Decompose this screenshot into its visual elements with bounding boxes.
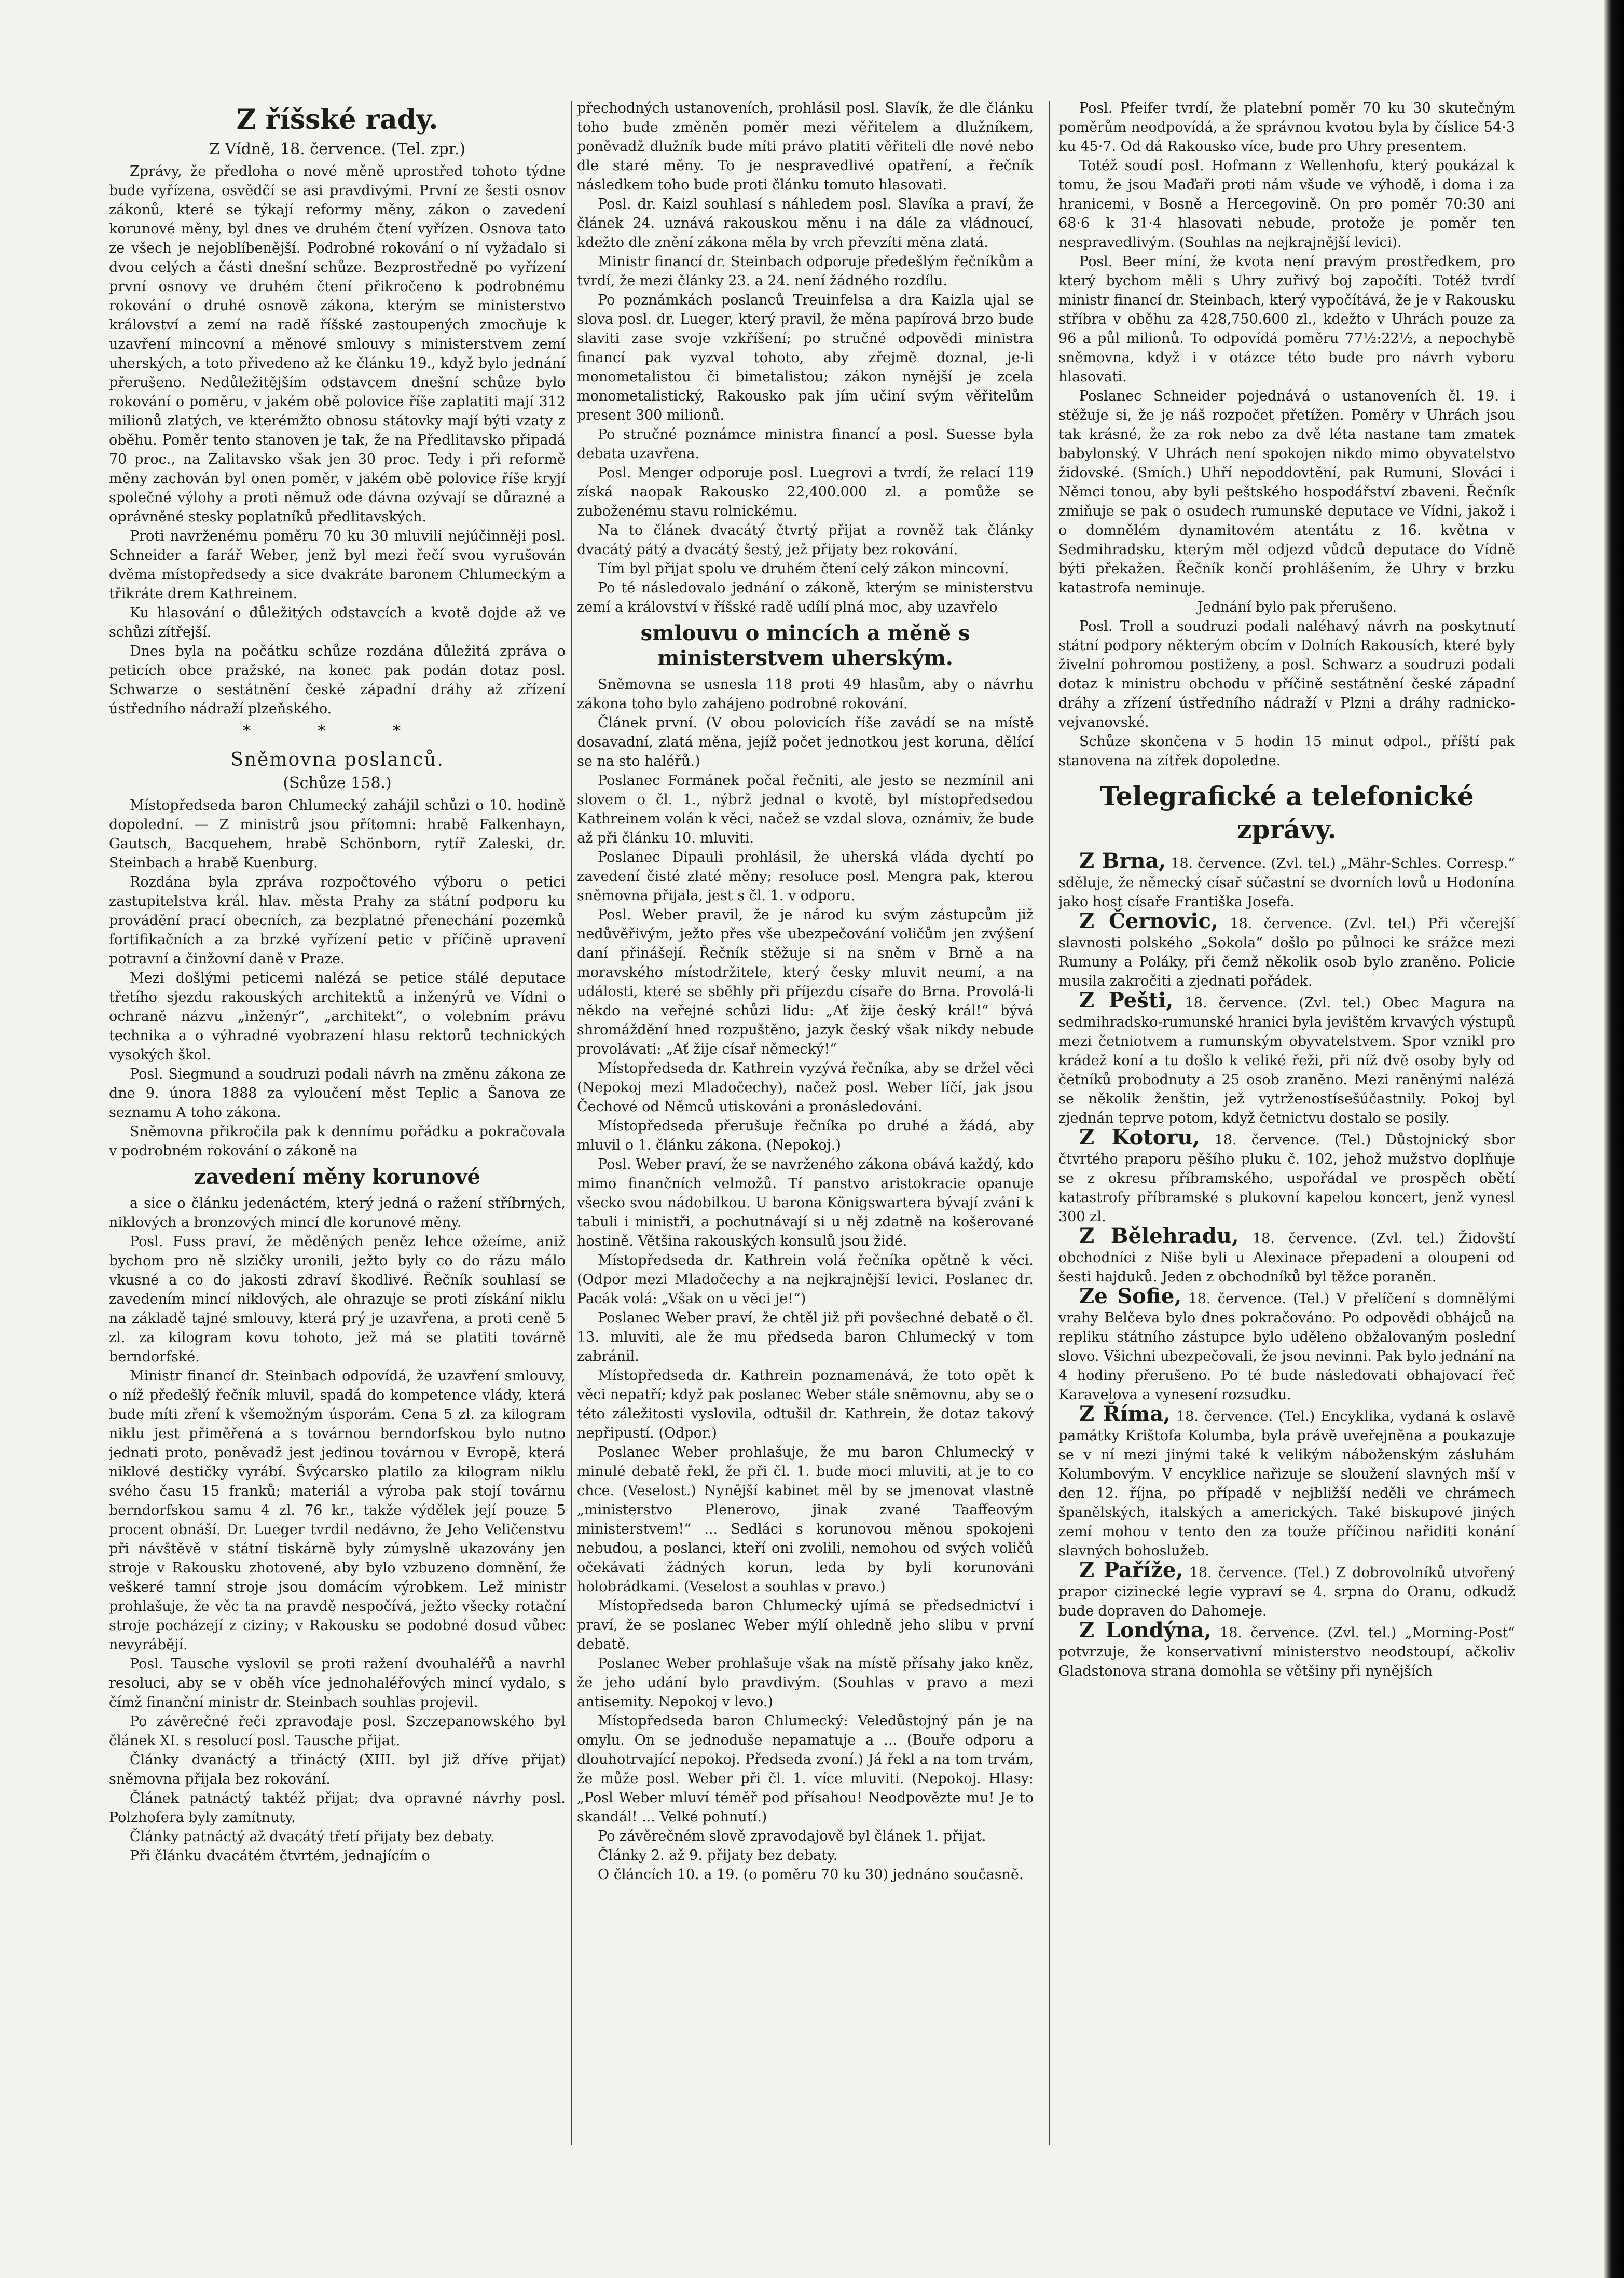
- paragraph: Po stručné poznámce ministra financí a posl. Suesse byla debata uzavřena.: [577, 426, 1034, 462]
- telegram-city: Ze Sofie,: [1079, 1284, 1182, 1308]
- paragraph: Posl. Pfeifer tvrdí, že platební poměr 70 ku 30 skutečným poměrům neodpovídá, a že správnou kvotou byla by číslice 54·3 ku 45·7. Od dá Rakousko více, bude pro Uhry presentem.: [1058, 100, 1515, 155]
- column-1: [109, 99, 566, 1866]
- paragraph: Poslanec Formánek počal řečniti, ale jesto se nezmínil ani slovem o čl. 1., nýbrž jednal o kvotě, byl místopředsedou Kathreinem volán k věci, načež se vzdal slova, oznámiv, že bude až při článku 10. mluviti.: [577, 772, 1034, 846]
- paragraph: Mezi došlými peticemi nalézá se petice stálé deputace třetího sjezdu rakouských architektů a inženýrů ve Vídni o ochraně názvu „inženýr“, „architekt“, o volebním právu technika a o výhradné vyobrazení hlasu rektorů technických vysokých škol.: [109, 970, 566, 1063]
- telegram-text: 18. července. (Zvl. tel.) „Mähr-Schles. Corresp.“ sděluje, že německý císař súčastní se dvorních lovů u Hodonína jako host císaře Františka Josefa.: [1058, 855, 1515, 910]
- telegram-text: 18. července. (Zvl. tel.) Židovští obchodníci z Niše byli u Alexinace přepadeni a oloupeni od šesti hajduků. Jeden z obchodníků byl těžce poraněn.: [1058, 1231, 1515, 1285]
- telegram-text: 18. července. (Tel.) Encyklika, vydaná k oslavě památky Krištofa Kolumba, byla právě uveřejněna a poukazuje se v ní mezi jinými také k velikým náboženským zásluhám Kolumbovým. V encyklice nařizuje se sloužení slavných mší v den 12. října, po případě v nejbližší neděli ve chrámech španělských, italských a amerických. Také biskupové jiných zemí mohou v tento den za touže příčinou nařiditi konání slavných bohoslužeb.: [1058, 1409, 1515, 1559]
- paragraph: Schůze skončena v 5 hodin 15 minut odpol., příští pak stanovena na zítřek dopoledne.: [1058, 734, 1515, 769]
- telegram: [1058, 851, 1515, 912]
- column-rule: [571, 101, 572, 2145]
- paragraph: Ministr financí dr. Steinbach odpovídá, že uzavření smlouvy, o níž předešlý řečník mluvil, spadá do kompetence vlády, která bude míti zření k všemožným úsporám. Cena 5 zl. za kilogram niklu jest přiměřená a s továrnou berndorfskou bylo nutno jednati proto, poněvadž jest jedinou továrnou v Evropě, která niklové destičky vyrábí. Švýcarsko platilo za kilogram niklu svého času 15 franků; materiál a výroba pak stojí továrnu berndorfskou samu 4 zl. 76 kr., takže výdělek její pouze 5 procent obnáší. Dr. Lueger tvrdil nedávno, že Jeho Veličenstvu při návštěvě v státní tiskárně byly zúmyslně ukazovány jen stroje v Rakousku zhotovené, aby bylo vzbuzeno domnění, že veškeré tamní stroje jsou domácím výrobkem. Lež ministr prohlašuje, že věc ta na pravdě nespočívá, ježto všecky rotační stroje pocházejí z ciziny; v Rakousku se podobné dosud vůbec nevyrábějí.: [109, 1368, 566, 1653]
- column-3: [1058, 99, 1515, 1681]
- paragraph: Posl. Weber pravil, že je národ ku svým zástupcům již nedůvěřivým, ježto přes vše ubezpečování voličům jen zvýšení daní přinášejí. Řečník stěžuje si na sněm v Brně a na moravského místodržitele, který česky mluvit neumí, a na události, které se sběhly při příjezdu císaře do Brna. Provolá-li někdo na veřejné schůzi lidu: „Ať žije český král!“ bývá shromáždění hned rozpuštěno, jazyk český však nikdy nebude provolávati: „Ať žije císař německý!“: [577, 907, 1034, 1057]
- paragraph: Poslanec Schneider pojednává o ustanoveních čl. 19. i stěžuje si, že je náš rozpočet přetížen. Poměry v Uhrách jsou tak krásné, že za rok nebo za dvě léta nastane tam zmatek babylonský. V Uhrách není spokojen nikdo mimo obyvatelstvo židovské. (Smích.) Uhří nepoddovtění, pak Rumuni, Slováci i Němci tonou, aby byli peštského hospodářství zbaveni. Řečník zmiňuje se pak o osudech rumunské deputace ve Vídni, jakož i o domnělém dynamitovém atentátu z 16. května v Sedmihradsku, kterým měl odjezd vůdců deputace do Vídně býti překažen. Řečník končí prohlášením, že Uhry v brzku katastrofa neminuje.: [1058, 388, 1515, 596]
- column-2: [577, 99, 1034, 1884]
- telegram-text: 18. července. (Zvl. tel.) „Morning-Post“ potvrzuje, že konservativní ministerstvo neodstoupí, ačkoliv Gladstonova strana domohla se většiny při nynějších: [1058, 1625, 1515, 1679]
- paragraph: Po poznámkách poslanců Treuinfelsa a dra Kaizla ujal se slova posl. dr. Lueger, který pravil, že měna papírová brzo bude slaviti zase svoje vzkříšení; po stručné odpovědi ministra financí pak vyzval tohoto, aby zřejmě doznal, je-li monometalistou či bimetalistou; zákon nynější je zcela monometalistický, Rakousko pak jím učiní svým věřitelům present 300 milionů.: [577, 292, 1034, 423]
- paragraph: Jednání bylo pak přerušeno.: [1197, 599, 1397, 615]
- telegram-text: 18. července. (Zvl. tel.) Při včerejší slavnosti polského „Sokola“ došlo po půlnoci ke srážce mezi Rumuny a Poláky, při čemž několik osob bylo zraněno. Policie musila zakročiti a zjednati pořádek.: [1058, 916, 1515, 989]
- telegram: [1058, 1618, 1515, 1681]
- paragraph: Po závěrečném slově zpravodajově byl článek 1. přijat.: [598, 1828, 986, 1844]
- paragraph: Na to článek dvacátý čtvrtý přijat a rovněž tak články dvacátý pátý a dvacátý šestý, jež přijaty bez rokování.: [577, 522, 1034, 558]
- telegram-city: Z Pešti,: [1079, 988, 1174, 1013]
- paragraph: Posl. Fuss praví, že měděných peněz lehce ožeíme, aniž bychom pro ně slzičky uronili, ježto byly co do rázu málo vkusné a co do jakosti zdraví škodlivé. Řečník souhlasí se zavedením mincí niklových, ale ohrazuje se proti získání niklu na základě tajné smlouvy, která prý je uzavřena, a proti ceně 5 zl. za kilogram kovu tohoto, jež má se platiti továrně berndorfské.: [109, 1234, 566, 1365]
- paragraph: Ku hlasování o důležitých odstavcích a kvotě dojde až ve schůzi zítřejší.: [109, 605, 566, 640]
- telegram-text: 18. července. (Tel.) Z dobrovolníků utvořený prapor cizinecké legie vypraví se 4. srpna do Oranu, odkudž bude dopraven do Dahomeje.: [1058, 1565, 1515, 1619]
- paragraph: Zprávy, že předloha o nové měně uprostřed tohoto týdne bude vyřízena, osvědčí se asi pravdivými. První ze šesti osnov zákonů, které se týkají reformy měny, zákon o zavedení korunové měny, byl dnes ve druhém čtení vyřízen. Osnova tato ze všech je nejoblíbenější. Podrobné rokování o ní vyžadalo si dvou celých a části dnešní schůze. Bezprostředně po vyřízení první osnovy ve druhém čtení přikročeno k podrobnému rokování o druhé osnově zákona, kterým se ministerstvo království a zemí na radě říšské zastoupených zmocňuje k uzavření mincovní a měnové smlouvy s ministerstvem zemí uherských, a toto přivedeno až ke článku 19., když bylo jednání přerušeno. Nedůležitějším odstavcem dnešní schůze bylo rokování o poměru, v jakém obě polovice říše zaplatiti mají 312 milionů zlatých, ve kterémžto obnosu státovky mají býti vzaty z oběhu. Poměr tento stanoven je tak, že na Předlitavsko připadá 70 proc., na Zalitavsko však jen 30 proc. Tedy i při reformě měny zachován byl onen poměr, v jakém obě polovice říše kryjí společné výlohy a proti němuž ode dávna ozývají se důrazné a oprávněné stesky poplatníků předlitavských.: [109, 163, 566, 525]
- paragraph: Sněmovna přikročila pak k dennímu pořádku a pokračovala v podrobném rokování o zákoně na: [109, 1124, 566, 1159]
- paragraph: Místopředseda přerušuje řečníka po druhé a žádá, aby mluvil o 1. článku zákona. (Nepokoj.): [577, 1118, 1034, 1153]
- telegram: [1058, 1284, 1515, 1404]
- article-heading: Z říšské rady.: [236, 104, 438, 135]
- paragraph: Články 2. až 9. přijaty bez debaty.: [598, 1847, 838, 1863]
- paragraph: Posl. dr. Kaizl souhlasí s náhledem posl. Slavíka a praví, že článek 24. uznává rakouskou měnu i na dále za vládnoucí, kdežto dle znění zákona měla by vrch převzíti měna zlatá.: [577, 196, 1034, 251]
- paragraph: Článek první. (V obou polovicích říše zavádí se na místě dosavadní, zlatá měna, jejíž počet jednotkou jest koruna, dělící se na sto haléřů.): [577, 715, 1034, 769]
- paragraph: Po závěrečné řeči zpravodaje posl. Szczepanowského byl článek XI. s resolucí posl. Tausche přijat.: [109, 1714, 566, 1749]
- telegram-city: Z Brna,: [1079, 849, 1166, 873]
- session-number: (Schůze 158.): [283, 774, 392, 792]
- paragraph: Posl. Siegmund a soudruzi podali návrh na změnu zákona ze dne 9. února 1888 za vyloučení měst Teplic a Šanova ze seznamu A toho zákona.: [109, 1066, 566, 1121]
- paragraph: O článcích 10. a 19. (o poměru 70 ku 30) jednáno současně.: [598, 1867, 1024, 1883]
- paragraph: Sněmovna se usnesla 118 proti 49 hlasům, aby o návrhu zákona toho bylo zahájeno podrobné rokování.: [577, 677, 1034, 712]
- paragraph: Při článku dvacátém čtvrtém, jednajícím o: [130, 1848, 430, 1864]
- paragraph: Po té následovalo jednání o zákoně, kterým se ministerstvu zemí a království v říšské radě udílí plná moc, aby uzavřelo: [577, 580, 1034, 615]
- paragraph: Posl. Menger odporuje posl. Luegrovi a tvrdí, že relací 119 získá naopak Rakousko 22,400.000 zl. a pomůže se zuboženému stavu rolnickému.: [577, 465, 1034, 519]
- column-rule: [1049, 101, 1050, 2145]
- telegram: [1058, 909, 1515, 991]
- paragraph: Posl. Weber praví, že se navrženého zákona obává každý, kdo mimo finančních velmožů. Tí panstvo aristokracie opanuje všecko svou nádobilkou. U barona Königswartera bývají zváni k tabuli i ministři, a pochutnávají si u něj zdatně na košerované hostině. Většina rakouských konsulů jsou židé.: [577, 1156, 1034, 1249]
- paragraph: Místopředseda baron Chlumecký ujímá se předsednictví i praví, že se poslanec Weber mýlí ohledně jeho slibu v první debatě.: [577, 1598, 1034, 1652]
- paragraph: Článek patnáctý taktéž přijat; dva opravné návrhy posl. Polzhofera byly zamítnuty.: [109, 1790, 566, 1826]
- paragraph: Totéž soudí posl. Hofmann z Wellenhofu, který poukázal k tomu, že jsou Maďaři proti nám všude ve výhodě, i doma i za hranicemi, v Bosně a Hercegovině. On pro poměr 70:30 ani 68·6 k 31·4 hlasovati nebude, protože je poměr ten nespravedlivým. (Souhlas na nejkrajnější levici).: [1058, 158, 1515, 251]
- dateline: Z Vídně, 18. července. (Tel. zpr.): [209, 140, 465, 158]
- paragraph: Tím byl přijat spolu ve druhém čtení celý zákon mincovní.: [598, 561, 1009, 577]
- paragraph: Poslanec Weber praví, že chtěl již při povšechné debatě o čl. 13. mluviti, ale že mu předseda baron Chlumecký v tom zabránil.: [577, 1310, 1034, 1364]
- bold-center-heading: zavedení měny korunové: [194, 1165, 480, 1189]
- bold-center-heading: smlouvu o mincích a měně s ministerstvem uherským.: [640, 621, 970, 670]
- telegram-city: Z Bělehradu,: [1079, 1224, 1239, 1248]
- paragraph: Poslanec Weber prohlašuje, že mu baron Chlumecký v minulé debatě řekl, že při čl. 1. bude moci mluviti, at je to co chce. (Veselost.) Nynější kabinet měl by se jmenovat vlastně „ministerstvo Plenerovo, jinak zvané Taaffeovým ministerstvem!“ ... Sedláci s korunovou měnou spokojeni nebudou, a poslanci, kteří oni zvolili, nemohou od svých voličů očekávati žádných korun, leda by byli korunováni holobrádkami. (Veselost a souhlas v pravo.): [577, 1444, 1034, 1595]
- paragraph: a sice o článku jedenáctém, který jedná o ražení stříbrných, niklových a bronzových mincí dle korunové měny.: [109, 1195, 566, 1231]
- telegram-text: 18. července. (Tel.) Důstojnický sbor čtvrtého praporu pěšího pluku č. 102, jehož mužstvo doplňuje se z okresu příbramského, uspořádal ve prospěch obětí katastrofy příbramské s plukovní kapelou koncert, jenž vynesl 300 zl.: [1058, 1132, 1515, 1225]
- telegram: [1058, 1558, 1515, 1621]
- paragraph: Posl. Beer míní, že kvota není pravým prostředkem, pro který bychom měli s Uhry zuřivý boj započíti. Totéž tvrdí ministr financí dr. Steinbach, který vypočítává, že je v Rakousku stříbra v oběhu za 428,750.600 zl., kdežto v Uhrách pouze za 96 a půl milionů. To odpovídá poměru 77½:22½, a nepochybě sněmovna, když i v otázce této bude pro návrh vyboru hlasovati.: [1058, 254, 1515, 385]
- telegram: [1058, 1404, 1515, 1561]
- paragraph: Poslanec Dipauli prohlásil, že uherská vláda dychtí po zavedení čisté zlaté měny; resoluce posl. Mengra pak, kterou sněmovna přijala, jest s čl. 1. v odporu.: [577, 849, 1034, 904]
- paragraph: Posl. Troll a soudruzi podali naléhavý návrh na poskytnutí státní podpory některým obcím v Dolních Rakousích, které byly živelní pohromou postiženy, a posl. Schwarz a soudruzi podali dotaz k ministru obchodu v příčině sestátnění české západní dráhy a zřízení ústředního nádraží v Plzni a dráhy radnicko-vejvanovské.: [1058, 618, 1515, 730]
- paragraph: Dnes byla na počátku schůze rozdána důležitá zpráva o peticích obce pražské, na konec pak podán dotaz posl. Schwarze o sestátnění české západní dráhy až zřízení ústředního nádraží plzeňského.: [109, 643, 566, 717]
- paragraph: Poslanec Weber prohlašuje však na místě přísahy jako kněz, že jeho udání bylo pravdivým. (Souhlas v pravo a mezi antisemity. Nepokoj v levo.): [577, 1655, 1034, 1710]
- telegram: [1058, 1226, 1515, 1287]
- paragraph: Články patnáctý až dvacátý třetí přijaty bez debaty.: [130, 1829, 495, 1845]
- paragraph: Místopředseda dr. Kathrein volá řečníka opětně k věci. (Odpor mezi Mladočechy a na nejkrajnější levici. Poslanec dr. Pacák volá: „Však on u věci je!“): [577, 1252, 1034, 1307]
- paragraph: Články dvanáctý a třináctý (XIII. byl již dříve přijat) sněmovna přijala bez rokování.: [109, 1752, 566, 1787]
- paragraph: Rozdána byla zpráva rozpočtového výboru o petici zastupitelstva král. hlav. města Prahy za státní podporu ku provádění prací obecních, za bezplatné přenechání pozemků fortifikačních a za brzké vyřízení petic v příčině upravení potravní a činžovní daně v Praze.: [109, 874, 566, 967]
- telegram-city: Z Kotoru,: [1079, 1125, 1200, 1150]
- paragraph: Místopředseda dr. Kathrein poznamenává, že toto opět k věci nepatří; když pak poslanec Weber stále sněmovnu, aby se o této záležitosti vyslovila, odtušil dr. Kathrein, že dotaz takový nepřipustí. (Odpor.): [577, 1368, 1034, 1441]
- telegram-text: 18. července. (Zvl. tel.) Obec Magura na sedmihradsko-rumunské hranici byla jevištěm krvavých výstupů mezi četniotvem a rumunským obyvatelstvem. Spor vznikl pro krádež koní a tu došlo k veliké řeži, při níž dvě osoby byly od četníků probodnuty a 25 osob zraněno. Mezi raněnými nalézá se několik ženštin, jež vytrženostísešúčastnily. Pokoj byl zjednán teprve potom, když četnictvu dostalo se posily.: [1058, 995, 1515, 1126]
- section-title: Sněmovna poslanců.: [230, 749, 444, 770]
- telegram: [1058, 988, 1515, 1128]
- paragraph: Místopředseda dr. Kathrein vyzývá řečníka, aby se držel věci (Nepokoj mezi Mladočechy), načež posl. Weber líčí, jak jsou Čechové od Němců utiskováni a pronásledováni.: [577, 1060, 1034, 1115]
- separator-stars: * * *: [242, 722, 432, 740]
- telegram-city: Z Paříže,: [1079, 1558, 1183, 1582]
- telegrams-heading: Telegrafické a telefonické zprávy.: [1099, 781, 1474, 845]
- paragraph: Proti navrženému poměru 70 ku 30 mluvili nejúčinněji posl. Schneider a farář Weber, jenž byl mezi řečí svou vyrušován dvěma místopředsedy a sice dvakráte baronem Chlumeckým a třikráte drem Kathreinem.: [109, 528, 566, 602]
- paragraph: Místopředseda baron Chlumecký zahájil schůzi o 10. hodině dopolední. — Z ministrů jsou přítomni: hrabě Falkenhayn, Gautsch, Bacquehem, hrabě Schönborn, rytíř Zaleski, dr. Steinbach a hrabě Kuenburg.: [109, 797, 566, 871]
- telegram-text: 18. července. (Tel.) V přelíčení s domnělými vrahy Belčeva bylo dnes pokračováno. Po odpovědi obhájců na repliku státního zástupce bylo uděleno obžalovaným poslední slovo. Všichni ubezpečovali, že jsou nevinni. Pak bylo jednání na 4 hodiny přerušeno. Po té bude následovati obhajovací řeč Karavelova a vynesení rozsudku.: [1058, 1291, 1515, 1403]
- telegram-city: Z Londýna,: [1079, 1618, 1212, 1642]
- paragraph: přechodných ustanoveních, prohlásil posl. Slavík, že dle článku toho bude změněn poměr mezi věřitelem a dlužníkem, poněvadž dlužník bude míti právo platiti věřiteli dle nové nebo dle staré měny. To je nespravedlivé opatření, a řečník následkem toho bude proti článku tomuto hlasovati.: [577, 100, 1034, 193]
- paragraph: Místopředseda baron Chlumecký: Veledůstojný pán je na omylu. On se jednoduše nepamatuje a ... (Bouře odporu a dlouhotrvající nepokoj. Předseda zvoní.) Já řekl a na tom trvám, že může posl. Weber při čl. 1. více mluviti. (Nepokoj. Hlasy: „Posl Weber mluví téměř pod přísahou! Neodpovězte mu! Je to skandál! ... Velké pohnutí.): [577, 1713, 1034, 1825]
- telegram-city: Z Říma,: [1079, 1402, 1171, 1426]
- scan-edge: [1604, 0, 1624, 2278]
- paragraph: Ministr financí dr. Steinbach odporuje předešlým řečníkům a tvrdí, že mezi články 23. a 24. není žádného rozdílu.: [577, 254, 1034, 289]
- telegram-city: Z Černovic,: [1079, 909, 1218, 933]
- paragraph: Posl. Tausche vyslovil se proti ražení dvouhaléřů a navrhl resoluci, aby se v oběh více jednohaléřových mincí vydalo, s čímž finanční ministr dr. Steinbach souhlas projevil.: [109, 1656, 566, 1710]
- telegram: [1058, 1125, 1515, 1226]
